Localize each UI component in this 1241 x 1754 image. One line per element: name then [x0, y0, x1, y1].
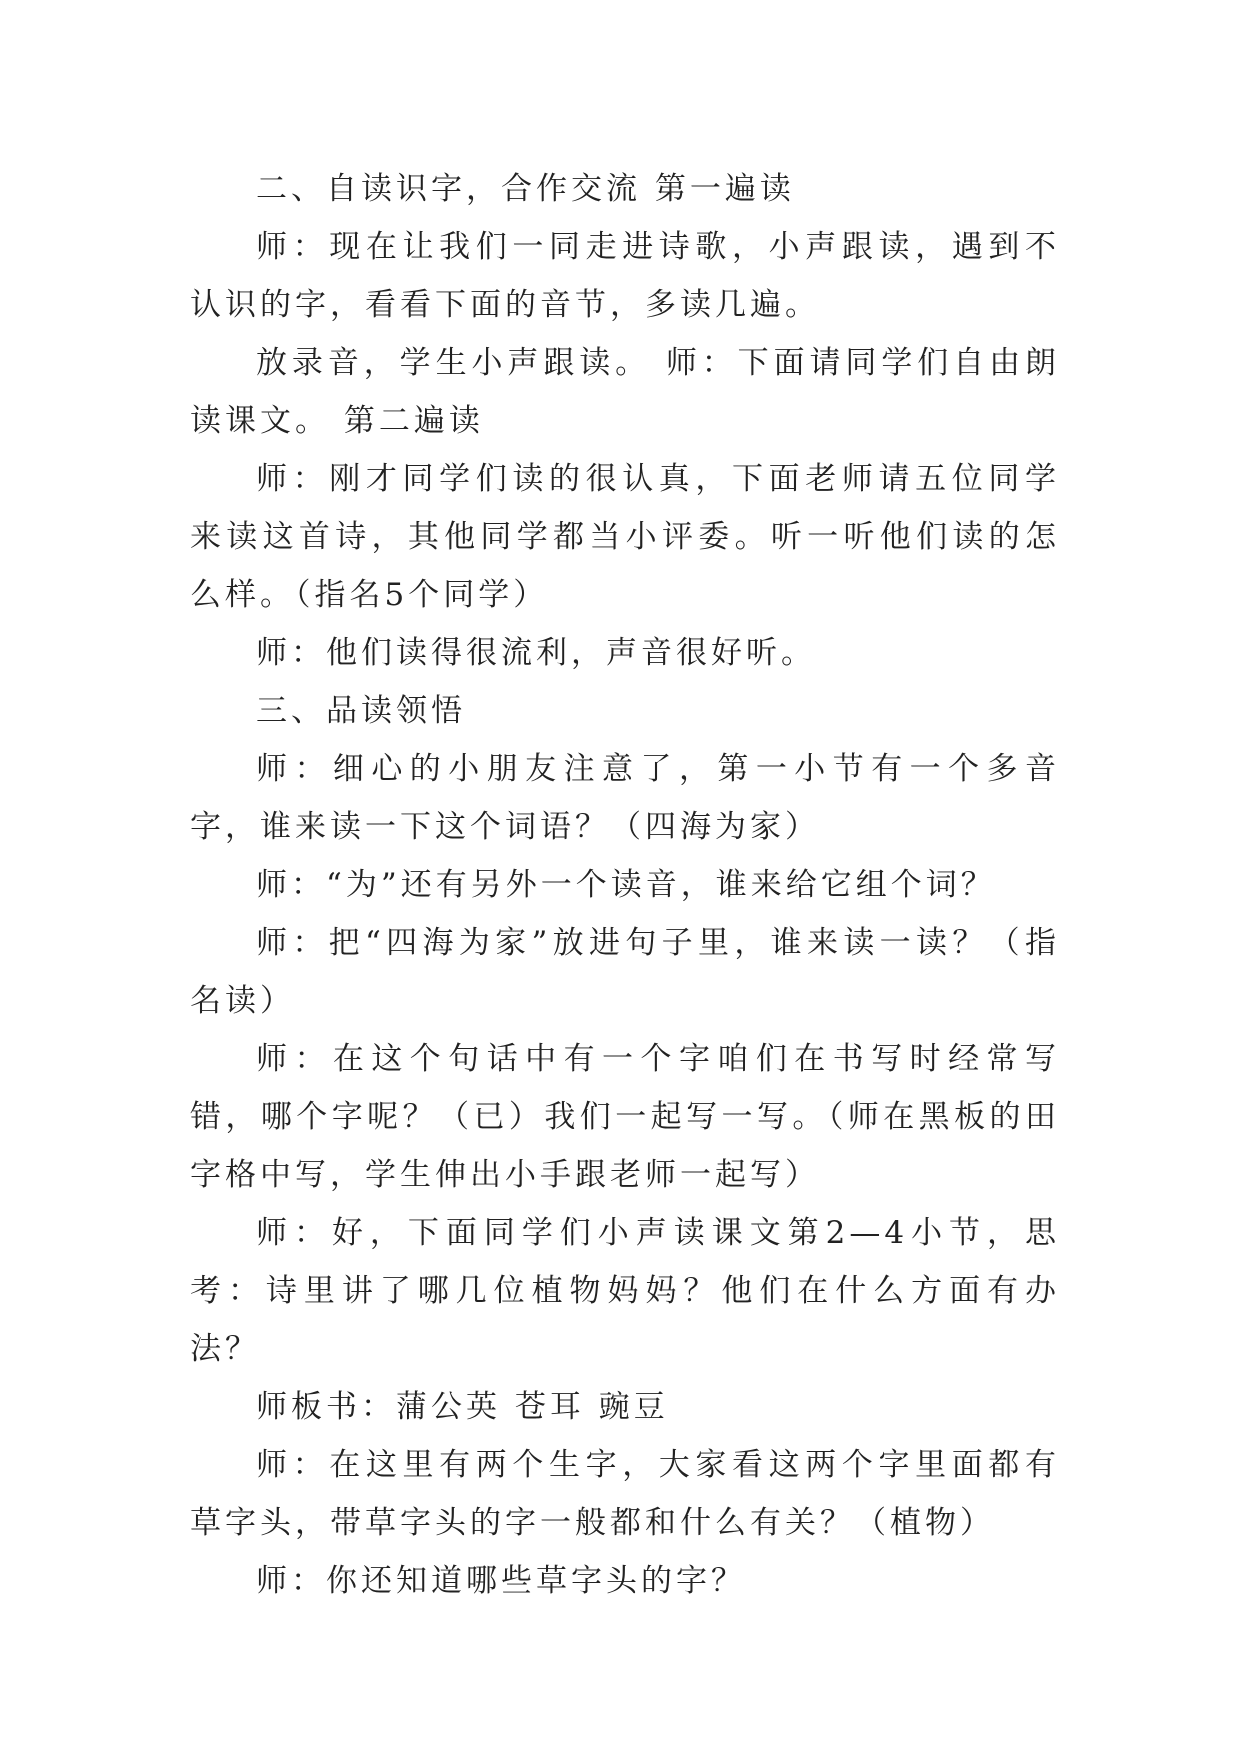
paragraph-heading-two: 二、自读识字，合作交流 第一遍读 [256, 171, 795, 207]
document-body [190, 160, 1060, 1610]
paragraph: 师：把“四海为家”放进句子里，谁来读一读？（指名读） [190, 925, 1060, 1019]
paragraph: 师：在这个句话中有一个字咱们在书写时经常写错，哪个字呢？（已）我们一起写一写。（师在黑板的田字格中写，学生伸出小手跟老师一起写） [190, 1041, 1060, 1193]
paragraph: 师：好，下面同学们小声读课文第2—4小节，思考：诗里讲了哪几位植物妈妈？他们在什么方面有办法？ [190, 1215, 1060, 1367]
paragraph-heading-three: 三、品读领悟 [256, 693, 466, 729]
paragraph: 师：现在让我们一同走进诗歌，小声跟读，遇到不认识的字，看看下面的音节，多读几遍。 [190, 229, 1060, 323]
paragraph: 师：“为”还有另外一个读音，谁来给它组个词？ [256, 867, 996, 903]
paragraph: 师：在这里有两个生字，大家看这两个字里面都有草字头，带草字头的字一般都和什么有关？（植物） [190, 1447, 1060, 1541]
paragraph: 师：你还知道哪些草字头的字？ [256, 1563, 746, 1599]
paragraph: 师板书：蒲公英 苍耳 豌豆 [256, 1389, 669, 1425]
paragraph: 放录音，学生小声跟读。 师：下面请同学们自由朗读课文。 第二遍读 [190, 345, 1060, 439]
paragraph: 师：细心的小朋友注意了，第一小节有一个多音字，谁来读一下这个词语？（四海为家） [190, 751, 1060, 845]
paragraph: 师：他们读得很流利，声音很好听。 [256, 635, 816, 671]
paragraph: 师：刚才同学们读的很认真，下面老师请五位同学来读这首诗，其他同学都当小评委。听一听他们读的怎么样。（指名5个同学） [190, 461, 1060, 613]
